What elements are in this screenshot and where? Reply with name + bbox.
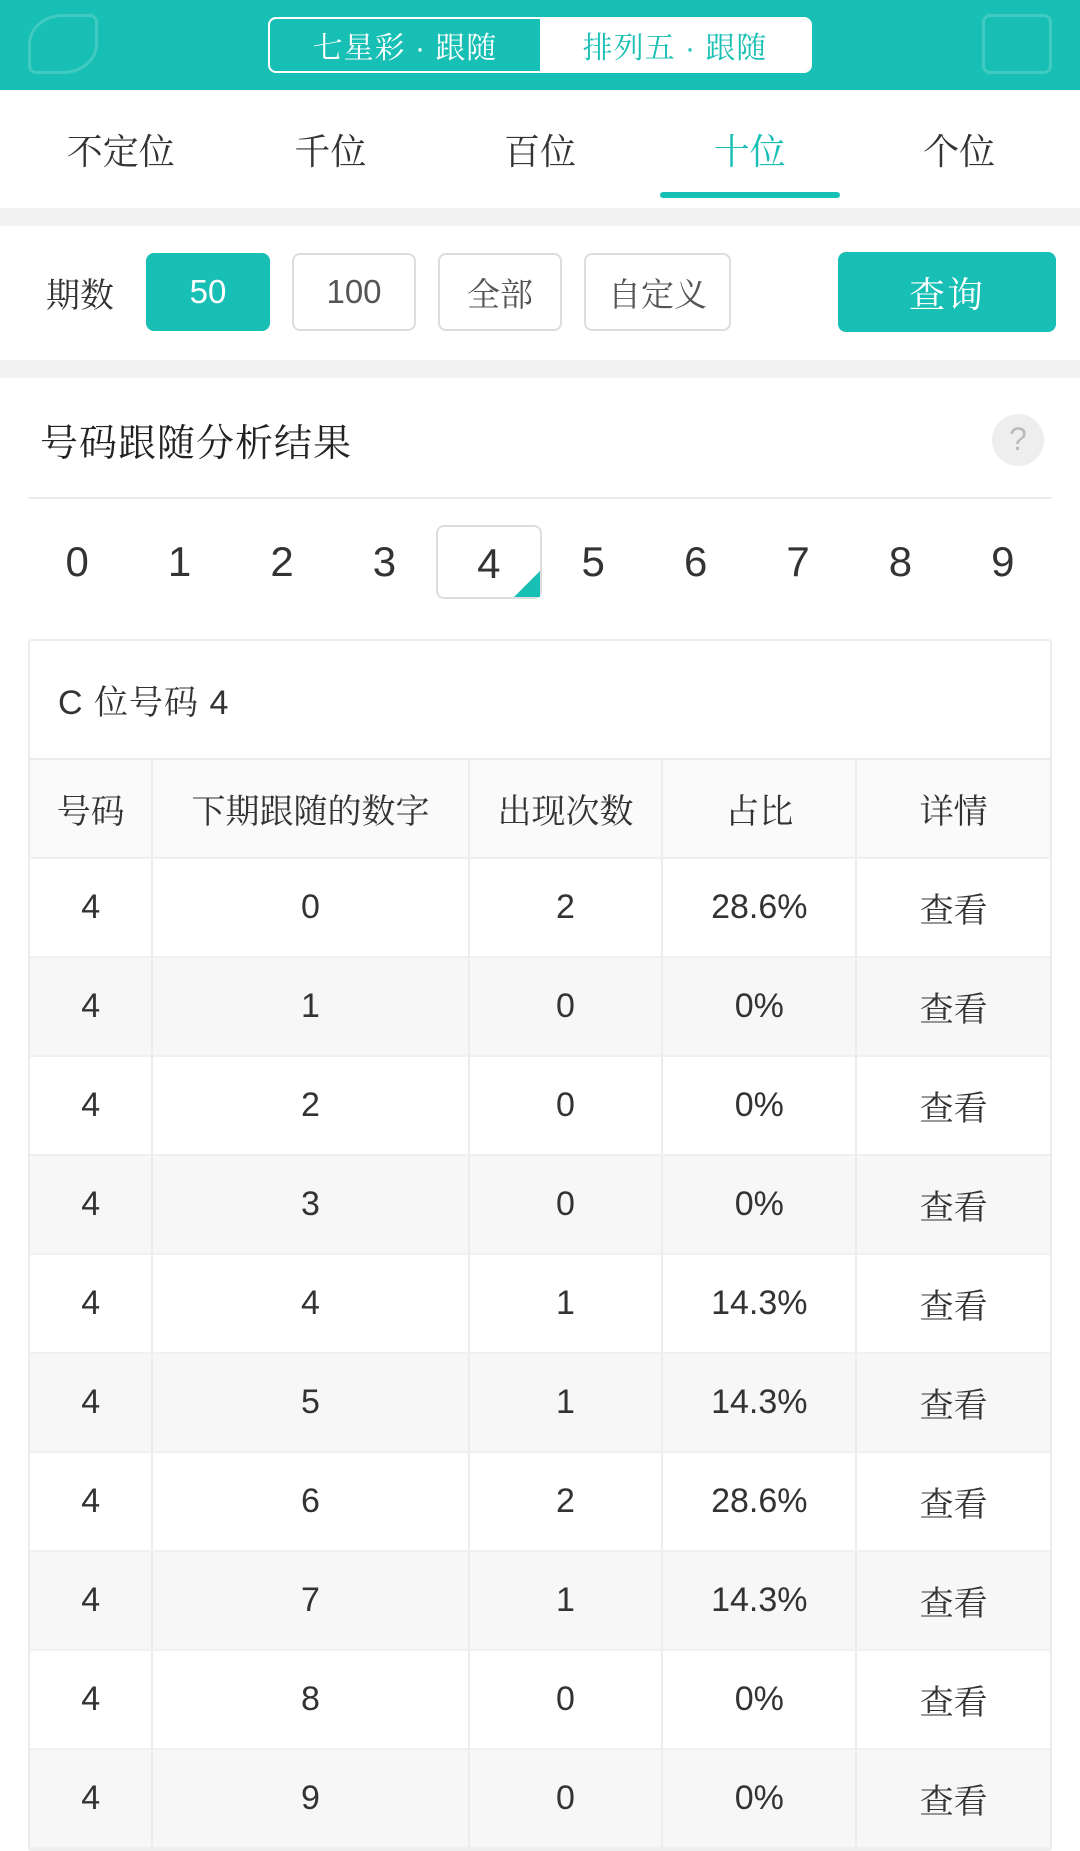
section-divider-2 [0, 360, 1080, 378]
cell-follow: 0 [152, 858, 468, 957]
cell-detail-link[interactable]: 查看 [856, 1452, 1050, 1551]
cell-count: 1 [469, 1254, 663, 1353]
tab-ge-wei[interactable]: 个位 [923, 130, 996, 172]
cell-number: 4 [30, 1650, 152, 1749]
table-body [30, 858, 1050, 1848]
digit-option-8[interactable]: 8 [888, 538, 913, 585]
column-header-count: 出现次数 [469, 760, 663, 858]
table-row [30, 1650, 1050, 1749]
cell-detail-link[interactable]: 查看 [856, 957, 1050, 1056]
table-row [30, 1353, 1050, 1452]
period-option-100[interactable]: 100 [292, 253, 416, 331]
tab-shi-wei[interactable]: 十位 [645, 90, 855, 208]
period-option-custom[interactable]: 自定义 [584, 253, 731, 331]
table-row [30, 1551, 1050, 1650]
cell-number: 4 [30, 1254, 152, 1353]
digit-option-9[interactable]: 9 [991, 538, 1015, 585]
cell-follow: 1 [152, 957, 468, 1056]
period-label: 期数 [46, 276, 114, 315]
cell-ratio: 0% [662, 1650, 856, 1749]
cell-ratio: 0% [662, 1155, 856, 1254]
table-row [30, 1254, 1050, 1353]
cell-detail-link[interactable]: 查看 [856, 1056, 1050, 1155]
cell-detail-link[interactable]: 查看 [856, 1650, 1050, 1749]
cell-count: 1 [469, 1551, 663, 1650]
digit-option-0[interactable]: 0 [65, 538, 89, 585]
column-header-follow: 下期跟随的数字 [152, 760, 468, 858]
cell-number: 4 [30, 1749, 152, 1848]
cell-follow: 4 [152, 1254, 468, 1353]
period-option-all[interactable]: 全部 [438, 253, 562, 331]
digit-option-3[interactable]: 3 [372, 538, 397, 585]
segment-qixingcai[interactable]: 七星彩 · 跟随 [312, 32, 498, 65]
cell-count: 1 [469, 1353, 663, 1452]
column-header-detail: 详情 [856, 760, 1050, 858]
cell-detail-link[interactable]: 查看 [856, 858, 1050, 957]
segment-pailiewu[interactable]: 排列五 · 跟随 [540, 19, 810, 71]
table-row [30, 957, 1050, 1056]
digit-option-7[interactable]: 7 [786, 538, 810, 585]
result-header [0, 378, 1080, 497]
cell-detail-link[interactable]: 查看 [856, 1551, 1050, 1650]
cell-ratio: 0% [662, 1749, 856, 1848]
cell-follow: 9 [152, 1749, 468, 1848]
cell-number: 4 [30, 858, 152, 957]
cell-count: 0 [469, 1155, 663, 1254]
table-header-row [30, 760, 1050, 858]
table-row [30, 1452, 1050, 1551]
digit-option-2[interactable]: 2 [270, 538, 294, 585]
cell-count: 0 [469, 1056, 663, 1155]
tab-qian-wei[interactable]: 千位 [294, 130, 367, 172]
digit-option-5[interactable]: 5 [581, 538, 605, 585]
cell-ratio: 14.3% [662, 1551, 856, 1650]
column-header-number: 号码 [30, 760, 152, 858]
cell-number: 4 [30, 1056, 152, 1155]
digit-selector[interactable] [0, 499, 1080, 621]
cell-follow: 5 [152, 1353, 468, 1452]
period-option-50[interactable]: 50 [146, 253, 270, 331]
digit-option-6[interactable]: 6 [683, 538, 708, 585]
table-row [30, 1056, 1050, 1155]
cell-ratio: 28.6% [662, 1452, 856, 1551]
cell-number: 4 [30, 1551, 152, 1650]
tab-buding-wei[interactable]: 不定位 [66, 130, 175, 172]
column-header-ratio: 占比 [662, 760, 856, 858]
cell-detail-link[interactable]: 查看 [856, 1749, 1050, 1848]
touch-indicator [770, 34, 804, 68]
section-divider [0, 208, 1080, 226]
cell-follow: 7 [152, 1551, 468, 1650]
help-icon[interactable]: ? [992, 414, 1044, 466]
app-header [0, 0, 1080, 90]
menu-icon[interactable] [982, 14, 1052, 74]
cell-ratio: 0% [662, 1056, 856, 1155]
cell-follow: 3 [152, 1155, 468, 1254]
lottery-type-segmented-control[interactable] [268, 17, 812, 73]
cell-number: 4 [30, 1155, 152, 1254]
cell-ratio: 28.6% [662, 858, 856, 957]
back-icon[interactable] [28, 14, 98, 74]
cell-ratio: 14.3% [662, 1254, 856, 1353]
position-tabs[interactable] [0, 90, 1080, 208]
follow-analysis-table [28, 639, 1052, 1851]
table-row [30, 1155, 1050, 1254]
cell-count: 0 [469, 957, 663, 1056]
cell-count: 2 [469, 1452, 663, 1551]
cell-detail-link[interactable]: 查看 [856, 1254, 1050, 1353]
cell-follow: 8 [152, 1650, 468, 1749]
digit-option-1[interactable]: 1 [167, 538, 192, 585]
cell-detail-link[interactable]: 查看 [856, 1155, 1050, 1254]
cell-ratio: 14.3% [662, 1353, 856, 1452]
cell-follow: 2 [152, 1056, 468, 1155]
cell-ratio: 0% [662, 957, 856, 1056]
table-row [30, 858, 1050, 957]
tab-bai-wei[interactable]: 百位 [503, 130, 576, 172]
period-filter-bar [0, 226, 1080, 360]
cell-detail-link[interactable]: 查看 [856, 1353, 1050, 1452]
cell-number: 4 [30, 957, 152, 1056]
cell-count: 0 [469, 1650, 663, 1749]
table-caption: C 位号码 4 [30, 641, 1050, 760]
cell-number: 4 [30, 1452, 152, 1551]
cell-follow: 6 [152, 1452, 468, 1551]
cell-number: 4 [30, 1353, 152, 1452]
page-title: 号码跟随分析结果 [40, 423, 353, 465]
query-button[interactable]: 查询 [838, 252, 1056, 332]
cell-count: 0 [469, 1749, 663, 1848]
cell-count: 2 [469, 858, 663, 957]
table-row [30, 1749, 1050, 1848]
digit-option-4[interactable]: 4 [436, 525, 542, 599]
